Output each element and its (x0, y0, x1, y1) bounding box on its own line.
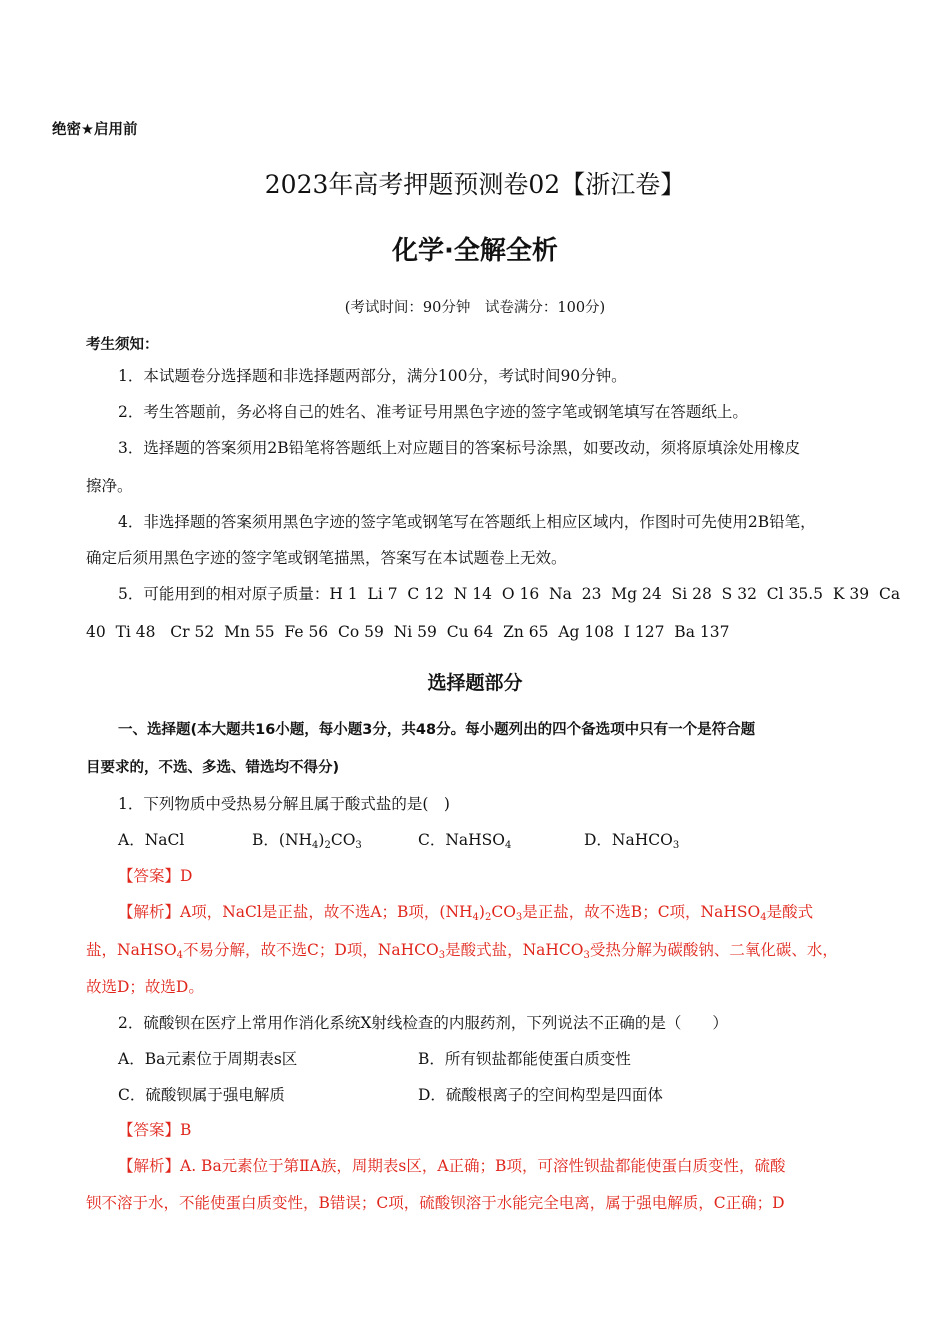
notice-item-4-line-1: 4．非选择题的答案须用黑色字迹的签字笔或钢笔写在答题纸上相应区域内，作图时可先使用2B铅笔， (118, 513, 816, 531)
exam-info: (考试时间：90分钟 试卷满分：100分) (344, 300, 606, 316)
question-1-explanation-line-1: 【解析】A项，NaCl是正盐，故不选A；B项，$(NH_4)_2CO_3$是正盐，故不选B；C项，NaHSO$_4$是酸式 (118, 903, 814, 923)
question-1-explanation-line-3: 故选D；故选D。 (86, 978, 204, 996)
page-subtitle: 化学·全解全析 (392, 236, 558, 266)
section-title: 选择题部分 (427, 672, 523, 694)
notice-item-3-line-1: 3．选择题的答案须用2B铅笔将答题纸上对应题目的答案标号涂黑，如要改动，须将原填涂处用橡皮 (118, 439, 801, 457)
notice-item-5-line-1: 5．可能用到的相对原子质量：H 1 Li 7 C 12 N 14 O 16 Na 23 Mg 24 Si 28 S 32 Cl 35.5 K 39 Ca (118, 585, 901, 603)
question-1-option-d: D．NaHCO$_3$ (584, 831, 680, 851)
question-2-option-c: C．硫酸钡属于强电解质 (118, 1086, 285, 1104)
notice-item-1: 1．本试题卷分选择题和非选择题两部分，满分100分，考试时间90分钟。 (118, 367, 627, 385)
question-2-option-a: A．Ba元素位于周期表s区 (118, 1050, 298, 1068)
notice-item-4-line-2: 确定后须用黑色字迹的签字笔或钢笔描黑，答案写在本试题卷上无效。 (86, 549, 567, 567)
question-2-stem: 2．硫酸钡在医疗上常用作消化系统X射线检查的内服药剂，下列说法不正确的是（ ） (118, 1014, 728, 1032)
notice-item-3-line-2: 擦净。 (86, 477, 133, 495)
part-heading-line-1: 一、选择题(本大题共16小题，每小题3分，共48分。每小题列出的四个备选项中只有一个是符合题 (118, 722, 756, 738)
part-heading-line-2: 目要求的，不选、多选、错选均不得分) (86, 760, 340, 776)
question-2-option-d: D．硫酸根离子的空间构型是四面体 (418, 1086, 663, 1104)
question-2-answer: 【答案】B (118, 1121, 192, 1139)
question-2-explanation-line-1: 【解析】A. Ba元素位于第ⅡA族，周期表s区，A正确；B项，可溶性钡盐都能使蛋白质变性，硫酸 (118, 1157, 786, 1175)
notice-item-2: 2．考生答题前，务必将自己的姓名、准考证号用黑色字迹的签字笔或钢笔填写在答题纸上。 (118, 403, 748, 421)
secret-label: 绝密★启用前 (52, 122, 138, 138)
question-2-option-b: B．所有钡盐都能使蛋白质变性 (418, 1050, 631, 1068)
question-1-explanation-line-2: 盐，NaHSO$_4$不易分解，故不选C；D项，NaHCO$_3$是酸式盐，NaHCO$_3$受热分解为碳酸钠、二氧化碳、水， (86, 941, 838, 961)
notice-heading: 考生须知： (86, 337, 159, 353)
question-1-option-a: A．NaCl (118, 831, 185, 849)
notice-item-5-line-2: 40 Ti 48 Cr 52 Mn 55 Fe 56 Co 59 Ni 59 Cu 64 Zn 65 Ag 108 I 127 Ba 137 (86, 623, 730, 641)
question-1-option-b: B．$(NH_4)_2CO_3$ (252, 831, 362, 851)
question-1-answer: 【答案】D (118, 867, 193, 885)
page-title: 2023年高考押题预测卷02【浙江卷】 (264, 170, 686, 199)
question-2-explanation-line-2: 钡不溶于水，不能使蛋白质变性，B错误；C项，硫酸钡溶于水能完全电离，属于强电解质，C正确；D (86, 1194, 785, 1212)
question-1-option-c: C．NaHSO$_4$ (418, 831, 512, 851)
question-1-stem: 1．下列物质中受热易分解且属于酸式盐的是( ) (118, 795, 450, 813)
